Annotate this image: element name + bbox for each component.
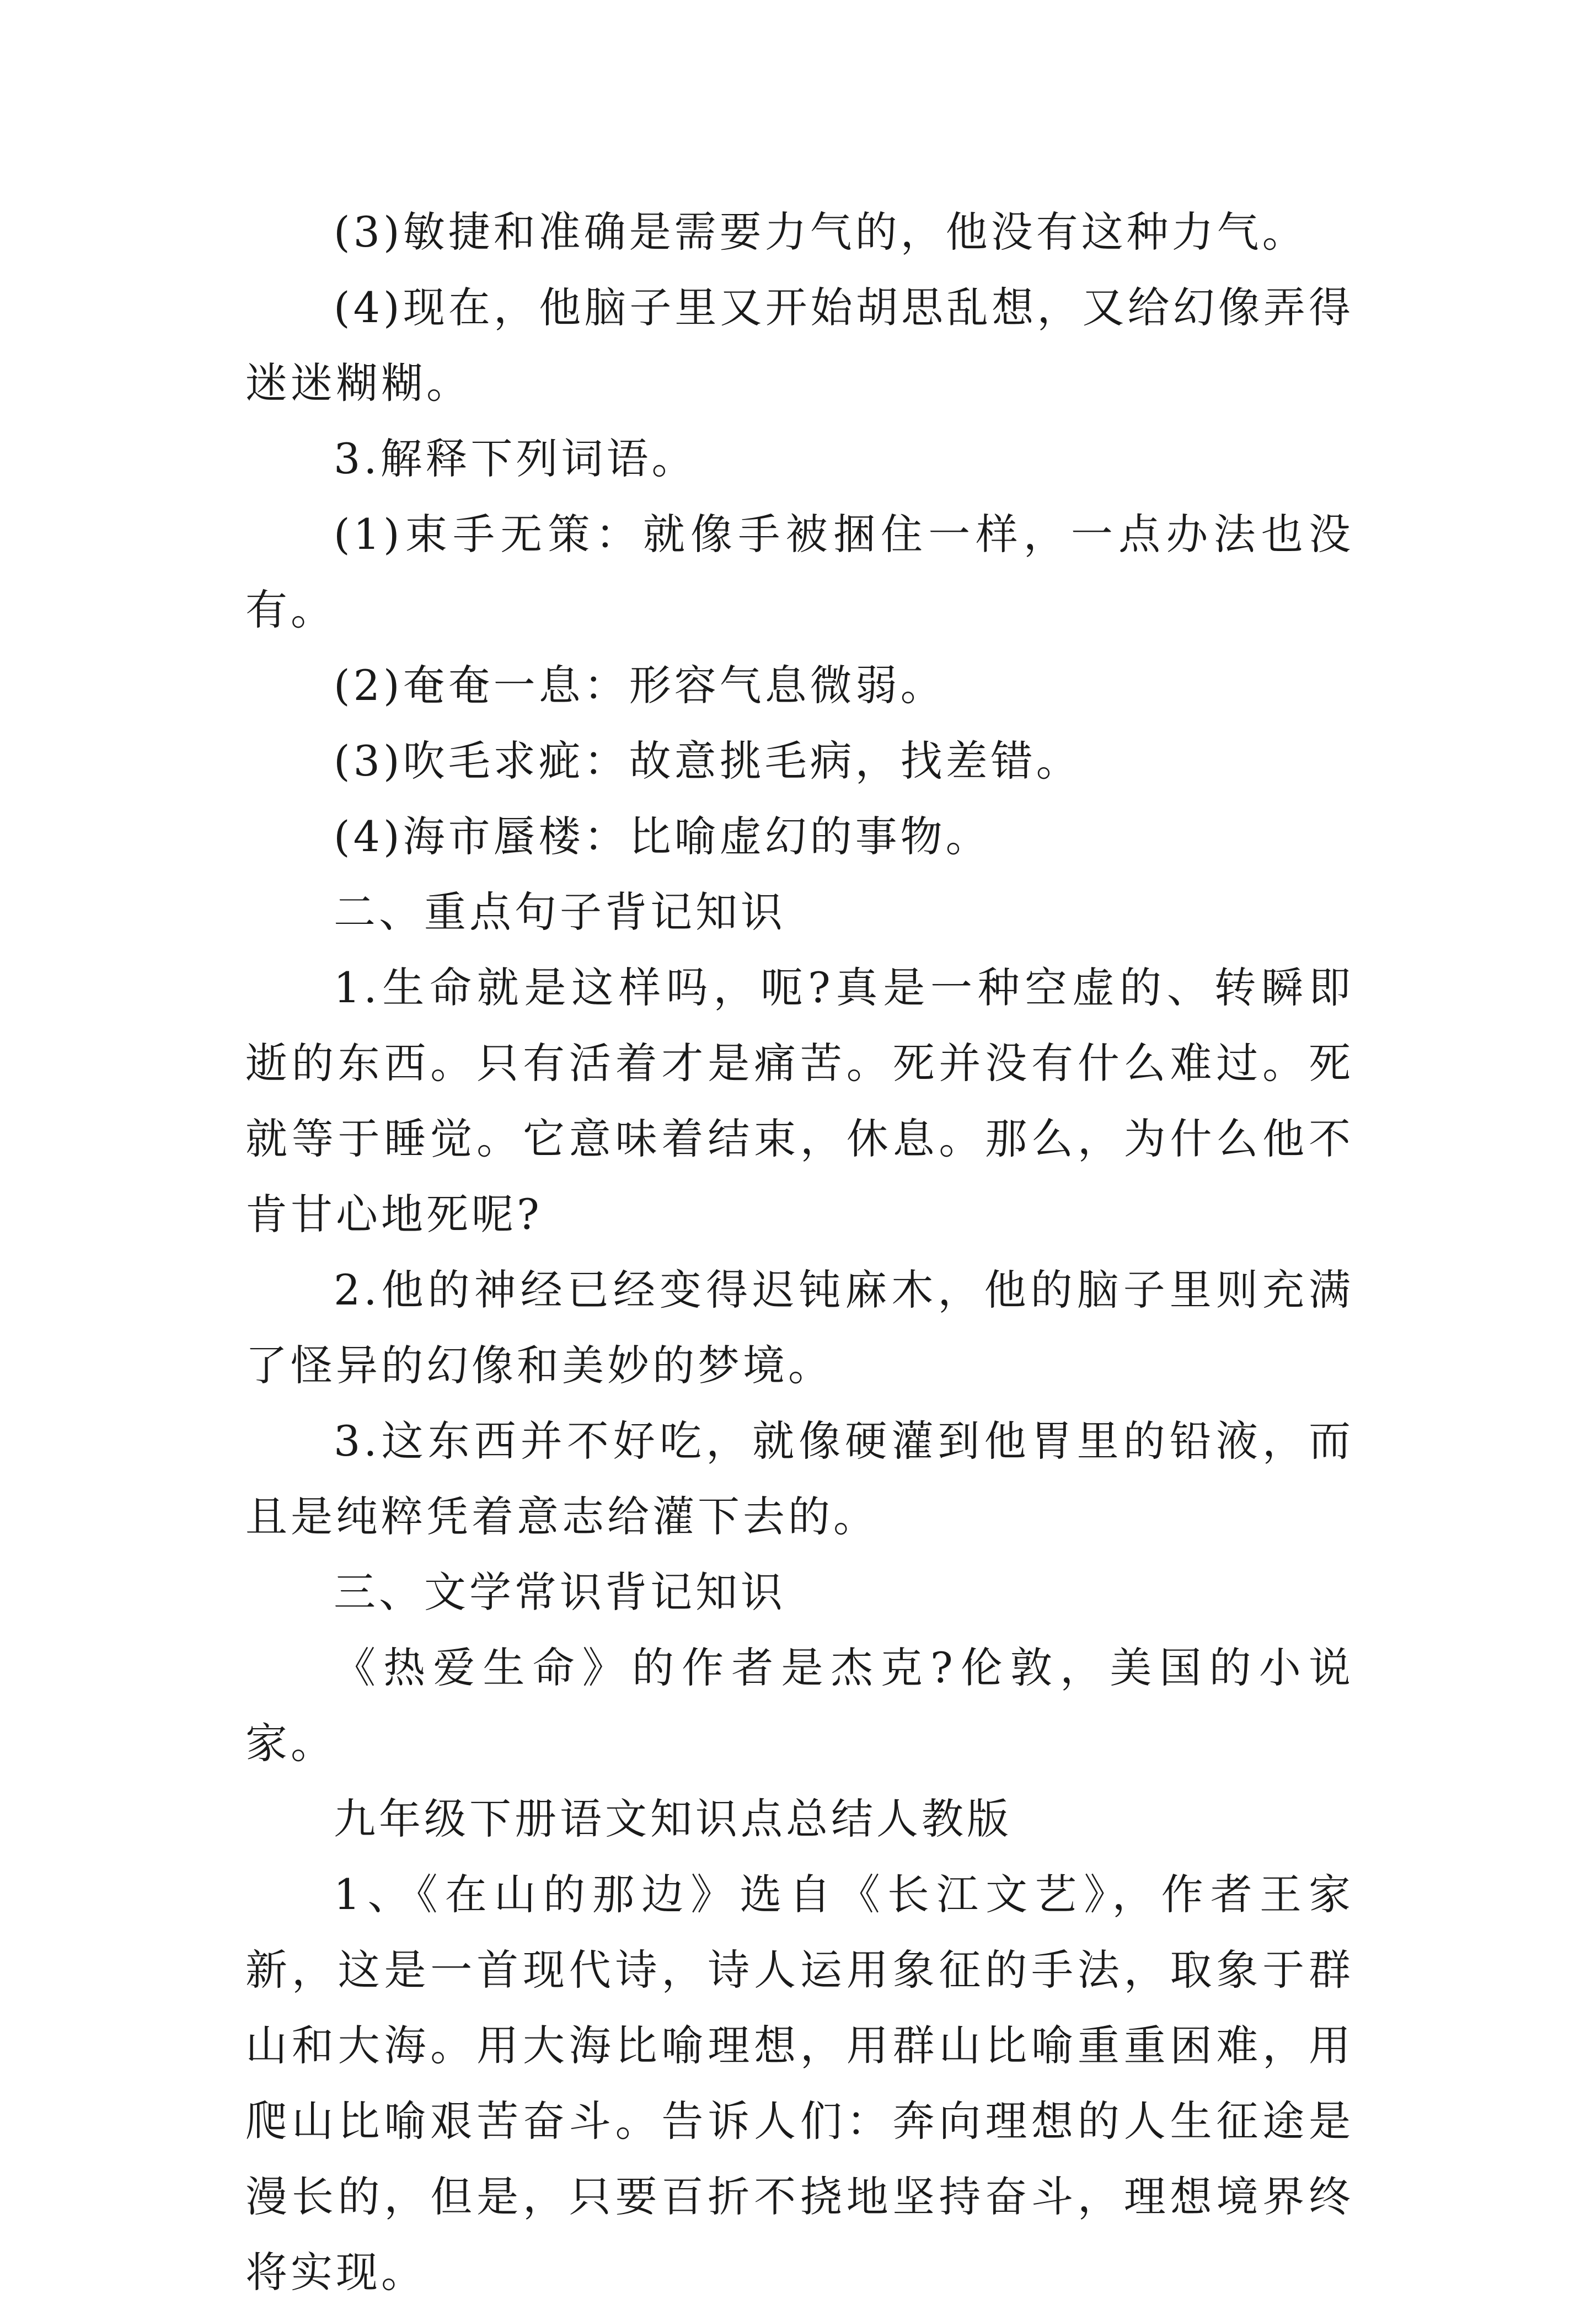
question-heading-3: 3.解释下列词语。 <box>334 434 697 483</box>
document-subtitle: 九年级下册语文知识点总结人教版 <box>334 1794 1012 1843</box>
definition-item-2: (2)奄奄一息：形容气息微弱。 <box>334 661 946 710</box>
definition-item-1: (1)束手无策：就像手被捆住一样，一点办法也没有。 <box>245 510 1354 634</box>
section-heading-3: 三、文学常识背记知识 <box>334 1568 786 1617</box>
definition-item-3: (3)吹毛求疵：故意挑毛病，找差错。 <box>334 736 1081 785</box>
literary-note: 《热爱生命》的作者是杰克?伦敦，美国的小说家。 <box>245 1643 1354 1768</box>
paragraph-answer-4: (4)现在，他脑子里又开始胡思乱想，又给幻像弄得迷迷糊糊。 <box>245 283 1354 408</box>
key-sentence-1: 1.生命就是这样吗，呃?真是一种空虚的、转瞬即逝的东西。只有活着才是痛苦。死并没有什么难过。死就等于睡觉。它意味着结束，休息。那么，为什么他不肯甘心地死呢? <box>245 963 1354 1239</box>
knowledge-point-1: 1、《在山的那边》选自《长江文艺》，作者王家新，这是一首现代诗，诗人运用象征的手法，取象于群山和大海。用大海比喻理想，用群山比喻重重困难，用爬山比喻艰苦奋斗。告诉人们：奔向理想的人生征途是漫长的，但是，只要百折不挠地坚持奋斗，理想境界终将实现。 <box>245 1870 1354 2297</box>
key-sentence-2: 2.他的神经已经变得迟钝麻木，他的脑子里则充满了怪异的幻像和美妙的梦境。 <box>245 1265 1354 1390</box>
section-heading-2: 二、重点句子背记知识 <box>334 887 786 937</box>
paragraph-answer-3: (3)敏捷和准确是需要力气的，他没有这种力气。 <box>334 207 1308 256</box>
document-body <box>245 194 1354 2310</box>
definition-item-4: (4)海市蜃楼：比喻虚幻的事物。 <box>334 812 991 861</box>
key-sentence-3: 3.这东西并不好吃，就像硬灌到他胃里的铅液，而且是纯粹凭着意志给灌下去的。 <box>245 1416 1354 1541</box>
